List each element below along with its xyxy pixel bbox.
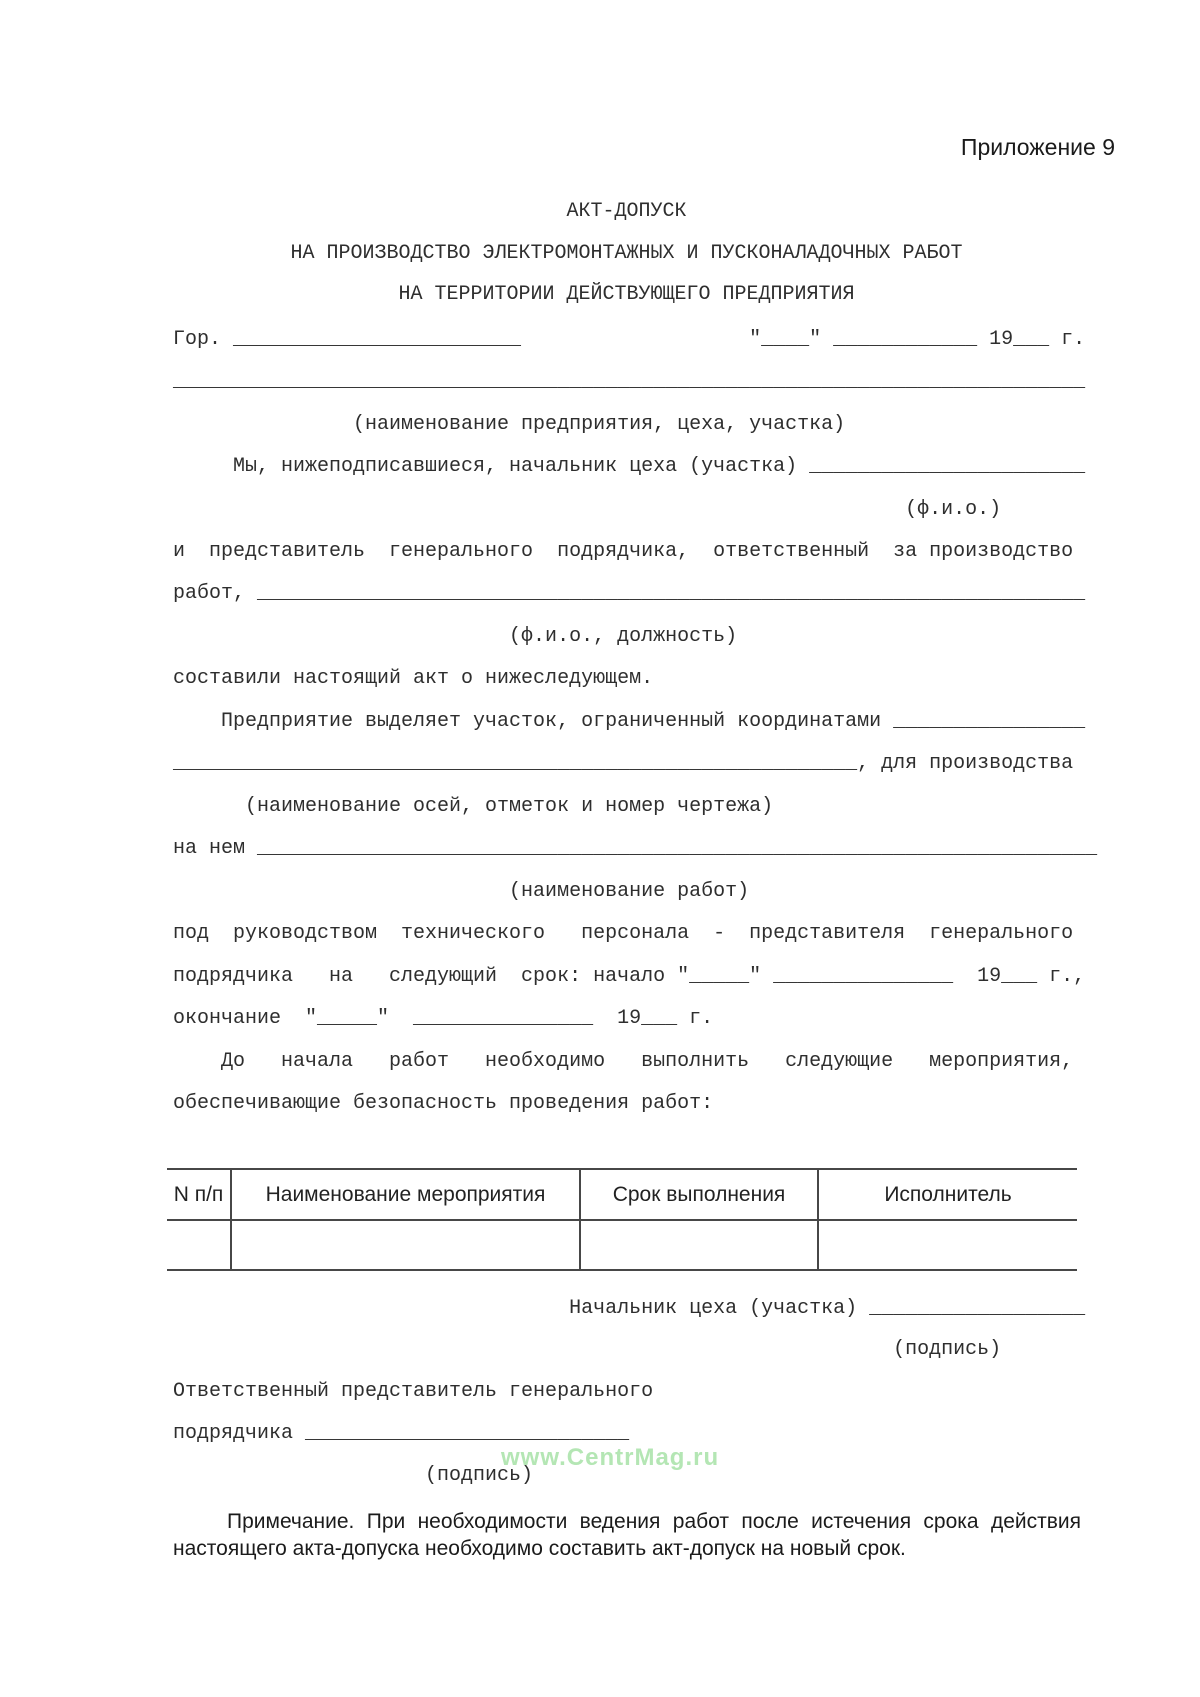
col-header-number: N п/п — [167, 1170, 232, 1219]
line-city-and-date: Гор. ________________________ "____" ____________ 19___ г. — [173, 328, 1086, 351]
col-header-executor: Исполнитель — [884, 1182, 1012, 1206]
line-contractor-signature: подрядчика ___________________________ — [173, 1422, 630, 1445]
line-company-blank: ____________________________________________________________________________ — [173, 370, 1086, 393]
line-on-it-blank: на нем ______________________________________________________________________ — [173, 837, 1098, 860]
line-responsible-rep: Ответственный представитель генерального — [173, 1380, 654, 1403]
col-header-deadline: Срок выполнения — [581, 1170, 819, 1219]
caption-axes-marks: (наименование осей, отметок и номер чертежа) — [173, 795, 774, 818]
caption-works-name: (наименование работ) — [173, 880, 750, 903]
line-term-start: подрядчика на следующий срок: начало "_____" _______________ 19___ г., — [173, 965, 1086, 988]
caption-company: (наименование предприятия, цеха, участка) — [173, 413, 846, 436]
caption-signature-1: (подпись) — [173, 1338, 1002, 1361]
doc-subtitle-1: НА ПРОИЗВОДСТВО ЭЛЕКТРОМОНТАЖНЫХ И ПУСКОНАЛАДОЧНЫХ РАБОТ — [290, 242, 963, 265]
line-drafted-act: составили настоящий акт о нижеследующем. — [173, 667, 654, 690]
doc-title: АКТ-ДОПУСК — [566, 200, 687, 223]
line-before-work-1: До начала работ необходимо выполнить следующие мероприятия, — [173, 1050, 1074, 1073]
line-shop-chief-signature: Начальник цеха (участка) __________________ — [173, 1297, 1086, 1320]
line-under-supervision: под руководством технического персонала - представителя генерального — [173, 922, 1074, 945]
table-header-row — [167, 1170, 1077, 1221]
line-contractor-rep: и представитель генерального подрядчика, ответственный за производство — [173, 540, 1074, 563]
line-term-end: окончание "_____" _______________ 19___ г. — [173, 1007, 714, 1030]
table-cell-executor — [819, 1221, 1077, 1269]
line-site-coordinates: Предприятие выделяет участок, ограниченный координатами ________________ — [173, 710, 1086, 733]
table-row — [167, 1221, 1077, 1269]
centrmag-watermark: www.CentrMag.ru — [501, 1444, 720, 1471]
measures-table — [167, 1168, 1077, 1271]
caption-fio-position: (ф.и.о., должность) — [173, 625, 738, 648]
note-paragraph: Примечание. При необходимости ведения работ после истечения срока действия настоящего акта-допуска необходимо составить акт-допуск на новый срок. — [173, 1510, 1081, 1560]
line-we-undersigned: Мы, нижеподписавшиеся, начальник цеха (участка) _______________________ — [173, 455, 1086, 478]
annex-label: Приложение 9 — [960, 134, 1115, 160]
caption-signature-2: (подпись) — [173, 1464, 534, 1487]
caption-fio: (ф.и.о.) — [173, 498, 1002, 521]
line-works-blank: работ, _____________________________________________________________________ — [173, 582, 1086, 605]
line-before-work-2: обеспечивающие безопасность проведения работ: — [173, 1092, 714, 1115]
line-for-production: _________________________________________________________, для производства — [173, 752, 1074, 775]
doc-subtitle-2: НА ТЕРРИТОРИИ ДЕЙСТВУЮЩЕГО ПРЕДПРИЯТИЯ — [398, 283, 855, 306]
col-header-measure: Наименование мероприятия — [232, 1170, 581, 1219]
table-cell-deadline — [581, 1221, 819, 1269]
table-cell-number — [167, 1221, 232, 1269]
table-cell-measure — [232, 1221, 581, 1269]
